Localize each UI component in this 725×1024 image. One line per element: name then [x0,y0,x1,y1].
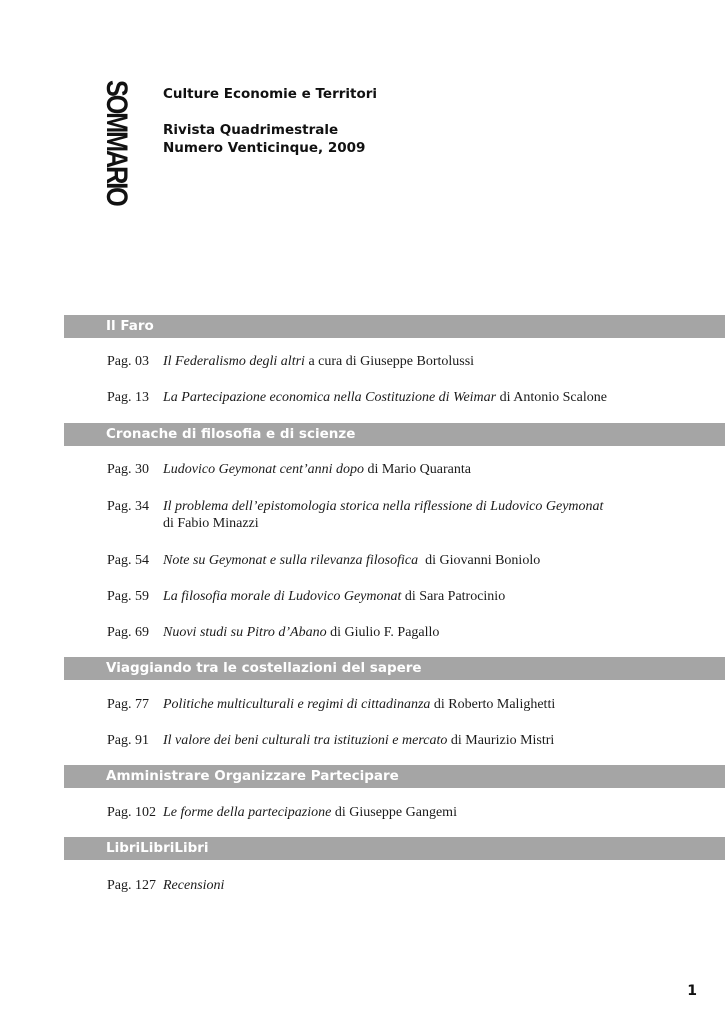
page-ref: Pag. 127 [107,878,156,893]
article-title: La filosofia morale di Ludovico Geymonat [163,589,402,604]
article-title: Il Federalismo degli altri [163,354,305,369]
page-ref: Pag. 30 [107,462,149,477]
article-title: Nuovi studi su Pitro d’Abano [163,625,327,640]
section-header: LibriLibriLibri [64,837,725,860]
page-ref: Pag. 102 [107,805,156,820]
page-ref: Pag. 13 [107,390,149,405]
article-author: di Mario Quaranta [364,462,471,477]
article-author: di Sara Patrocinio [401,589,506,604]
article-author: di Giovanni Boniolo [418,553,541,568]
article-author: di Roberto Malighetti [430,697,556,712]
journal-issue: Numero Venticinque, 2009 [163,140,366,156]
page-number: 1 [687,983,697,999]
article-title: Politiche multiculturali e regimi di cittadinanza [163,697,431,712]
section-header: Viaggiando tra le costellazioni del sapere [64,657,725,680]
section-header: Cronache di filosofia e di scienze [64,423,725,446]
page-ref: Pag. 34 [107,499,149,514]
sommario-title: SOMMARIO [100,80,133,205]
article-author: a cura di Giuseppe Bortolussi [304,354,475,369]
article-title: La Partecipazione economica nella Costituzione di Weimar [163,390,497,405]
page-ref: Pag. 54 [107,553,149,568]
page-ref: Pag. 59 [107,589,149,604]
article-author: di Giuseppe Gangemi [331,805,457,820]
article-author: di Antonio Scalone [496,390,607,405]
article-title: Il valore dei beni culturali tra istituzioni e mercato [163,733,448,748]
article-title: Il problema dell’epistomologia storica nella riflessione di Ludovico Geymonat [163,499,604,514]
article-title: Le forme della partecipazione [163,805,332,820]
page-ref: Pag. 03 [107,354,149,369]
article-author: di Maurizio Mistri [447,733,555,748]
page-ref: Pag. 69 [107,625,149,640]
article-title: Recensioni [163,878,225,893]
page-ref: Pag. 91 [107,733,149,748]
article-title: Note su Geymonat e sulla rilevanza filosofica [163,553,419,568]
section-header: Il Faro [64,315,725,338]
section-header: Amministrare Organizzare Partecipare [64,765,725,788]
journal-name: Culture Economie e Territori [163,86,378,102]
journal-header [163,85,377,157]
article-title: Ludovico Geymonat cent’anni dopo [163,462,365,477]
article-author: di Fabio Minazzi [163,516,259,531]
journal-frequency: Rivista Quadrimestrale [163,122,339,138]
page-ref: Pag. 77 [107,697,149,712]
article-author: di Giulio F. Pagallo [326,625,440,640]
